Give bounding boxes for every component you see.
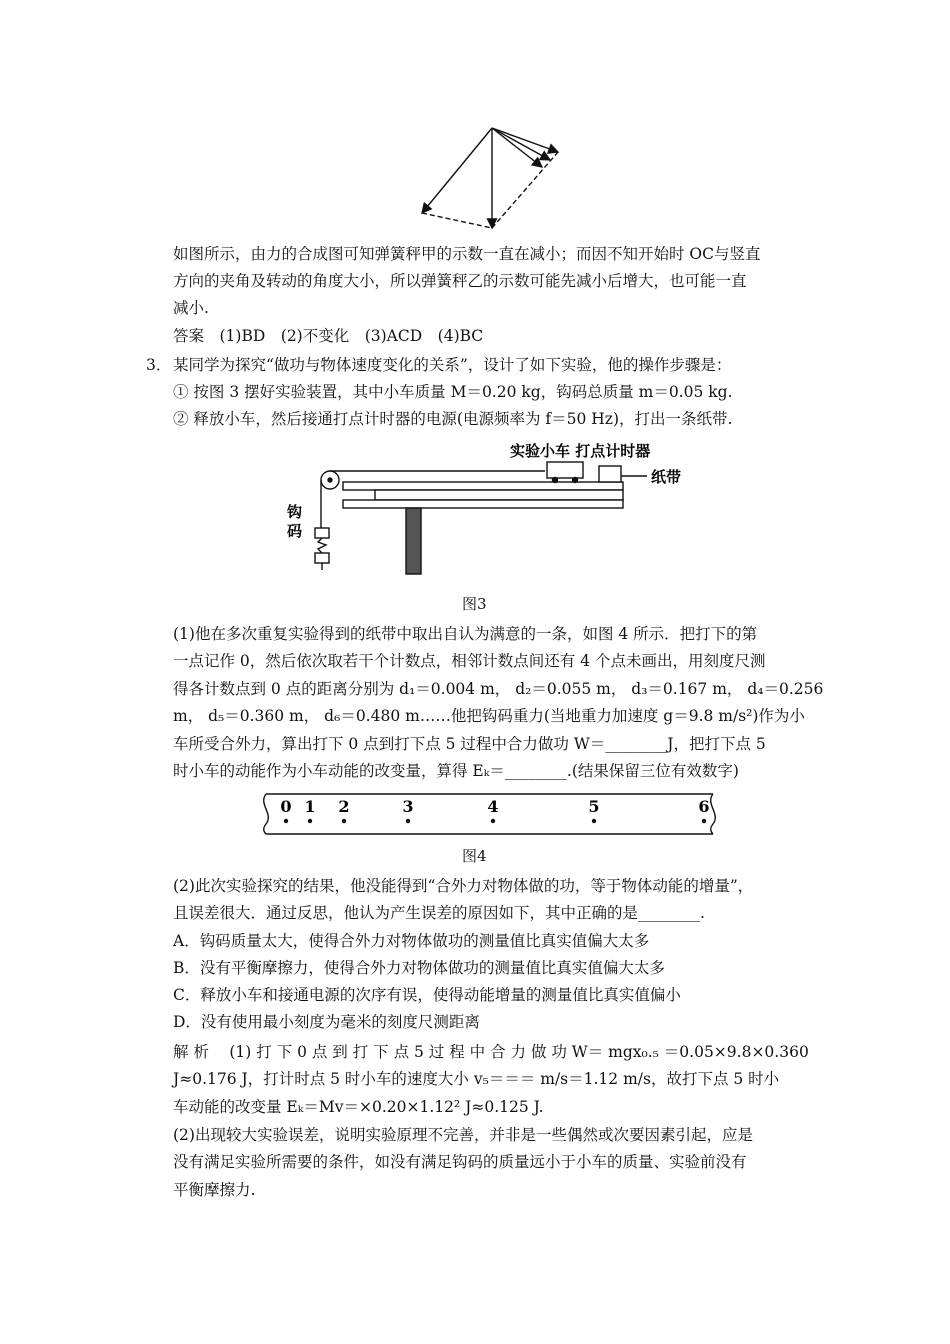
part1-line: m， d₅＝0.360 m， d₆＝0.480 m……他把钩码重力(当地重力加速度 g＝9.8 m/s²)作为小: [173, 707, 805, 725]
paper-tape-figure: [258, 790, 723, 840]
solution-line: (2)出现较大实验误差，说明实验原理不完善，并非是一些偶然或次要因素引起，应是: [173, 1126, 753, 1144]
tape-point-label: 1: [304, 797, 316, 816]
part2-line: (2)此次实验探究的结果，他没能得到“合外力对物体做的功，等于物体动能的增量”，: [173, 877, 754, 895]
figure-3-caption: 图3: [462, 595, 487, 613]
paragraph-line: 减小.: [173, 299, 209, 317]
answer-line: 答案 (1)BD (2)不变化 (3)ACD (4)BC: [173, 327, 484, 345]
option-d: D．没有使用最小刻度为毫米的刻度尺测距离: [173, 1013, 480, 1031]
tape-point-label: 3: [402, 797, 414, 816]
tape-point-dot: [284, 819, 288, 823]
step-1: ① 按图 3 摆好实验装置，其中小车质量 M＝0.20 kg，钩码总质量 m＝0.05 kg.: [173, 383, 733, 401]
option-c: C．释放小车和接通电源的次序有误，使得动能增量的测量值比真实值偏小: [173, 986, 681, 1004]
solution-line: 车动能的改变量 Eₖ＝Mv＝×0.20×1.12² J≈0.125 J.: [173, 1098, 544, 1116]
figure-4-caption: 图4: [462, 847, 487, 865]
solution-line: 平衡摩擦力.: [173, 1181, 256, 1199]
tape-point-label: 5: [588, 797, 600, 816]
solution-line: J≈0.176 J，打计时点 5 时小车的速度大小 v₅＝＝＝ m/s＝1.12 m/s，故打下点 5 时小: [173, 1070, 780, 1088]
tape-point-dot: [592, 819, 596, 823]
paragraph-line: 方向的夹角及转动的角度大小，所以弹簧秤乙的示数可能先减小后增大，也可能一直: [173, 272, 747, 290]
part1-line: (1)他在多次重复实验得到的纸带中取出自认为满意的一条，如图 4 所示．把打下的第: [173, 625, 758, 643]
step-2: ② 释放小车，然后接通打点计时器的电源(电源频率为 f＝50 Hz)，打出一条纸带.: [173, 410, 733, 428]
option-b: B．没有平衡摩擦力，使得合外力对物体做功的测量值比真实值偏大太多: [173, 959, 665, 977]
tape-point-dot: [491, 819, 495, 823]
solution-line: 解 析 (1) 打 下 0 点 到 打 下 点 5 过 程 中 合 力 做 功 W＝ mgx₀.₅ ＝0.05×9.8×0.360: [173, 1043, 809, 1061]
tape-point-label: 2: [338, 797, 350, 816]
tape-point-dot: [308, 819, 312, 823]
part1-line: 时小车的动能作为小车动能的改变量，算得 Eₖ＝________.(结果保留三位有效数字): [173, 762, 739, 780]
option-a: A．钩码质量太大，使得合外力对物体做功的测量值比真实值偏大太多: [173, 932, 650, 950]
label-weight-2: 码: [287, 522, 303, 540]
part2-line: 且误差很大．通过反思，他认为产生误差的原因如下，其中正确的是________.: [173, 904, 705, 922]
label-car-timer: 实验小车 打点计时器: [510, 442, 651, 460]
force-composition-figure: [410, 120, 570, 235]
part1-line: 得各计数点到 0 点的距离分别为 d₁＝0.004 m， d₂＝0.055 m， d₃＝0.167 m， d₄＝0.256: [173, 680, 824, 698]
tape-point-label: 4: [487, 797, 499, 816]
apparatus-figure: [275, 440, 682, 580]
tape-point-label: 0: [280, 797, 292, 816]
paragraph-line: 如图所示，由力的合成图可知弹簧秤甲的示数一直在减小；而因不知开始时 OC与竖直: [173, 245, 761, 263]
question-number: 3．: [146, 356, 172, 374]
part1-line: 车所受合外力，算出打下 0 点到打下点 5 过程中合力做功 W＝________J，把打下点 5: [173, 735, 766, 753]
tape-point-dot: [406, 819, 410, 823]
part1-line: 一点记作 0，然后依次取若干个计数点，相邻计数点间还有 4 个点未画出，用刻度尺测: [173, 652, 766, 670]
tape-point-label: 6: [698, 797, 710, 816]
label-tape: 纸带: [651, 468, 682, 486]
label-weight-1: 钩: [287, 503, 303, 521]
question-intro: 某同学为探究“做功与物体速度变化的关系”，设计了如下实验，他的操作步骤是：: [173, 356, 732, 374]
tape-point-dot: [702, 819, 706, 823]
solution-line: 没有满足实验所需要的条件，如没有满足钩码的质量远小于小车的质量、实验前没有: [173, 1153, 747, 1171]
tape-point-dot: [342, 819, 346, 823]
